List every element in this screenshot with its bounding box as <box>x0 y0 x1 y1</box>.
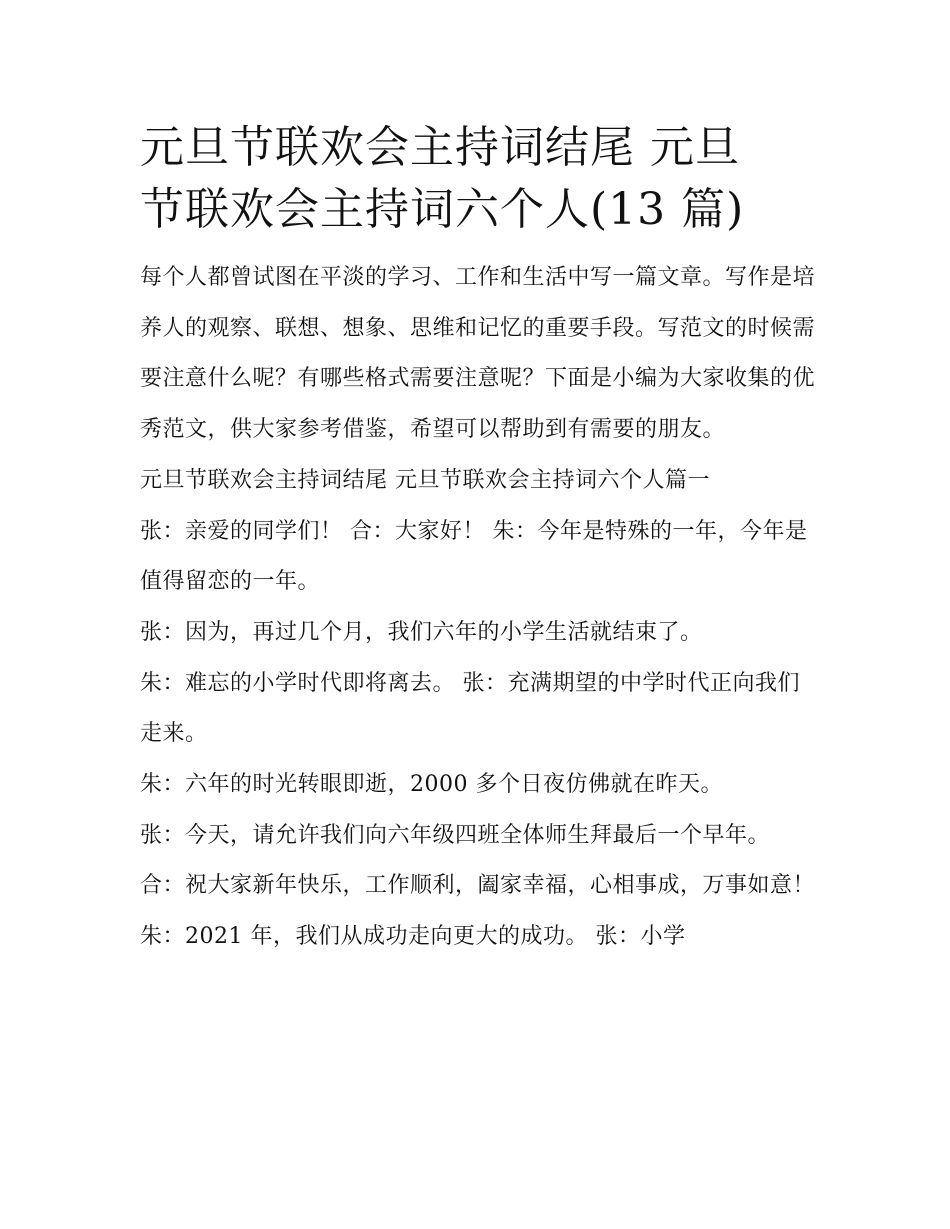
dialogue-paragraph: 张：今天，请允许我们向六年级四班全体师生拜最后一个早年。 <box>140 822 771 848</box>
dialogue-paragraph: 朱：六年的时光转眼即逝，2000 多个日夜仿佛就在昨天。 <box>140 772 723 798</box>
title-line-1: 元旦节联欢会主持词结尾 元旦 <box>140 122 740 173</box>
document-content <box>140 117 820 963</box>
document-body <box>140 253 820 963</box>
dialogue-paragraph: 张：因为，再过几个月，我们六年的小学生活就结束了。 <box>140 619 703 645</box>
title-line-2: 节联欢会主持词六个人(13 篇) <box>140 184 745 235</box>
dialogue-paragraph: 张：亲爱的同学们！ 合：大家好！ 朱：今年是特殊的一年，今年是值得留恋的一年。 <box>140 518 808 595</box>
intro-paragraph: 每个人都曾试图在平淡的学习、工作和生活中写一篇文章。写作是培养人的观察、联想、想象、思维和记忆的重要手段。写范文的时候需要注意什么呢？有哪些格式需要注意呢？下面是小编为大家收集的优秀范文，供大家参考借鉴，希望可以帮助到有需要的朋友。 <box>140 265 816 443</box>
dialogue-paragraph: 朱：难忘的小学时代即将离去。 张：充满期望的中学时代正向我们走来。 <box>140 670 800 747</box>
section-heading: 元旦节联欢会主持词结尾 元旦节联欢会主持词六个人篇一 <box>140 467 710 493</box>
dialogue-paragraph: 合：祝大家新年快乐，工作顺利，阖家幸福，心相事成，万事如意！ 朱：2021 年，我们从成功走向更大的成功。 张：小学 <box>140 873 816 950</box>
document-title <box>140 117 820 241</box>
